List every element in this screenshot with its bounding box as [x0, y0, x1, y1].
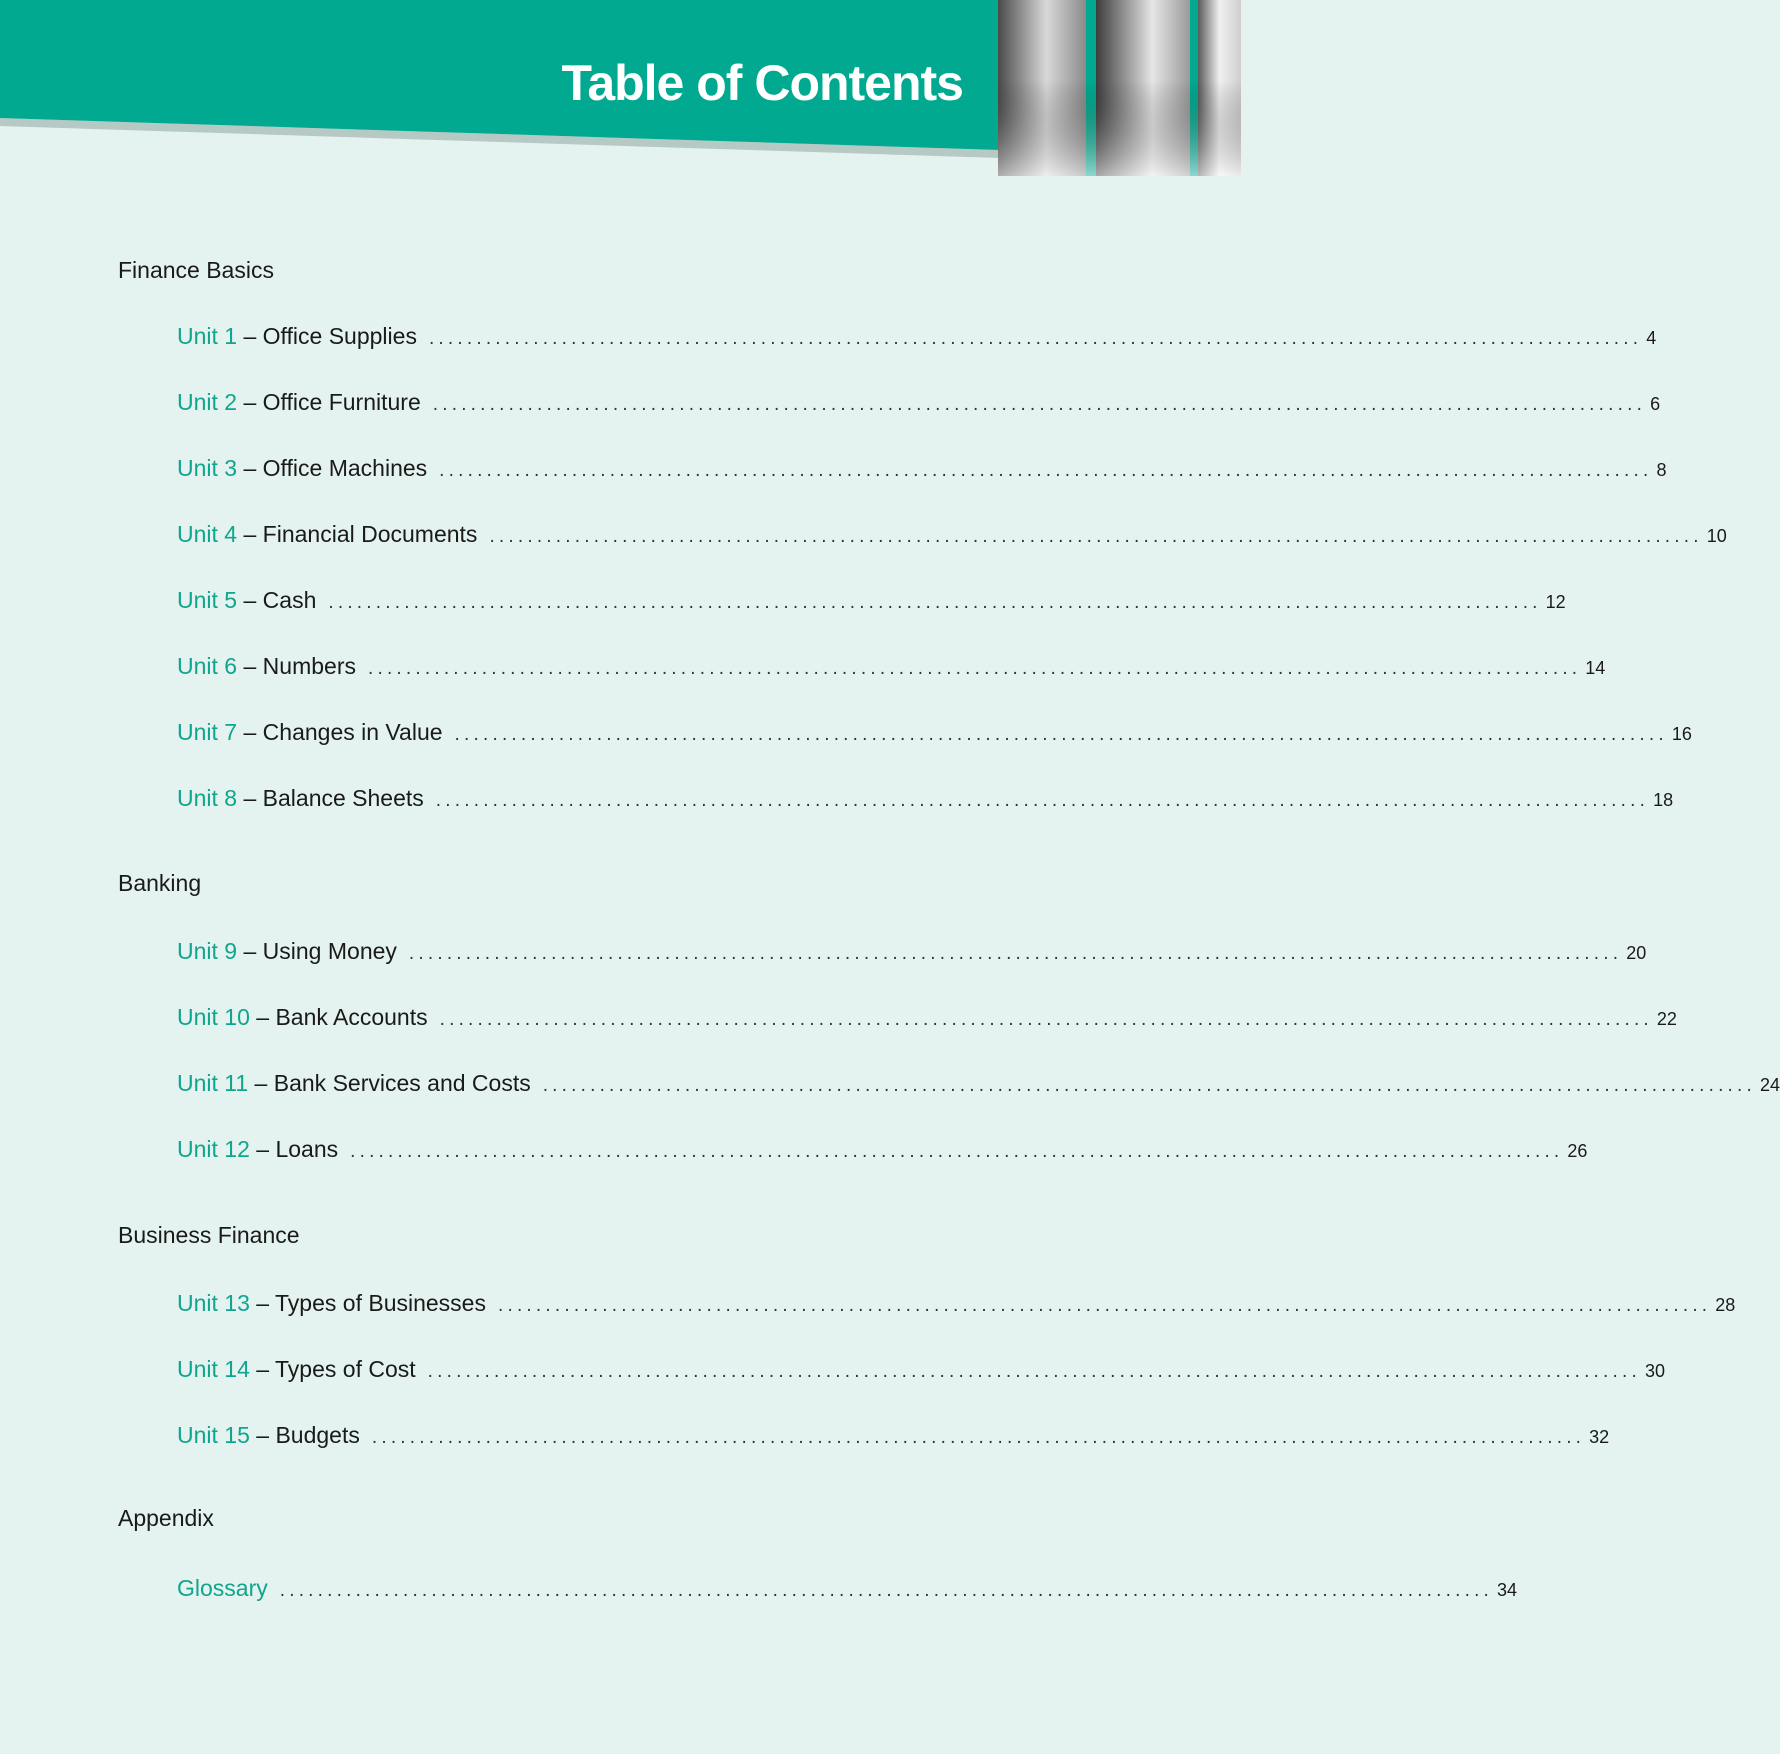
- unit-title: Bank Accounts: [275, 1004, 428, 1030]
- dot-leader: ................................................................................................................................: [497, 1295, 1712, 1316]
- dash: –: [237, 587, 263, 613]
- dot-leader: ................................................................................................................................: [408, 943, 1623, 964]
- entry-label: [177, 523, 477, 546]
- page-number: 4: [1646, 328, 1657, 348]
- dash: –: [237, 521, 263, 547]
- page-number: 34: [1497, 1580, 1518, 1600]
- entry-label: [177, 940, 397, 963]
- entry-label: [177, 721, 443, 744]
- unit-title: Bank Services and Costs: [273, 1070, 531, 1096]
- unit-number: Unit 3: [177, 455, 238, 481]
- dot-leader: ................................................................................................................................: [542, 1075, 1756, 1096]
- dash: –: [237, 938, 263, 964]
- unit-number: Unit 12: [177, 1136, 250, 1162]
- toc-entry-unit-13[interactable]: [177, 1290, 1736, 1316]
- entry-label: [177, 1424, 360, 1447]
- dash: –: [237, 389, 263, 415]
- toc-entry-unit-10[interactable]: [177, 1004, 1677, 1030]
- unit-title: Financial Documents: [262, 521, 478, 547]
- entry-label: [177, 1292, 486, 1315]
- toc-entry-unit-11[interactable]: [177, 1070, 1780, 1096]
- unit-title: Cash: [262, 587, 317, 613]
- dot-leader: ................................................................................................................................: [371, 1427, 1586, 1448]
- dash: –: [237, 323, 263, 349]
- unit-title: Changes in Value: [262, 719, 443, 745]
- unit-title: Loans: [275, 1136, 339, 1162]
- dot-leader: ................................................................................................................................: [279, 1580, 1494, 1601]
- page-number: 14: [1585, 658, 1606, 678]
- unit-title: Office Machines: [262, 455, 428, 481]
- entry-label: [177, 325, 417, 348]
- unit-number: Unit 4: [177, 521, 238, 547]
- page-number: 6: [1650, 394, 1661, 414]
- unit-number: Unit 15: [177, 1422, 250, 1448]
- entry-label: [177, 589, 316, 612]
- dash: –: [249, 1136, 276, 1162]
- toc-entry-unit-5[interactable]: [177, 587, 1566, 613]
- unit-number: Glossary: [177, 1575, 268, 1601]
- unit-title: Numbers: [262, 653, 356, 679]
- dot-leader: ................................................................................................................................: [454, 724, 1668, 745]
- page-number: 12: [1545, 592, 1566, 612]
- dash: –: [237, 653, 263, 679]
- dash: –: [248, 1070, 274, 1096]
- dot-leader: ................................................................................................................................: [432, 394, 1647, 415]
- dot-leader: ................................................................................................................................: [489, 526, 1703, 547]
- header-banner: [0, 0, 1241, 180]
- page-number: 16: [1671, 724, 1692, 744]
- unit-number: Unit 6: [177, 653, 238, 679]
- dash: –: [249, 1290, 276, 1316]
- unit-number: Unit 13: [177, 1290, 250, 1316]
- page-number: 32: [1589, 1427, 1610, 1447]
- toc-entry-unit-7[interactable]: [177, 719, 1692, 745]
- page-number: 30: [1644, 1361, 1665, 1381]
- entry-label: [177, 1138, 338, 1161]
- page-number: 22: [1656, 1009, 1677, 1029]
- dash: –: [237, 719, 263, 745]
- unit-number: Unit 7: [177, 719, 238, 745]
- page-number: 28: [1715, 1295, 1736, 1315]
- page-number: 18: [1653, 790, 1674, 810]
- page-number: 10: [1706, 526, 1727, 546]
- entry-label: [177, 655, 356, 678]
- page-number: 20: [1626, 943, 1647, 963]
- page-number: 26: [1567, 1141, 1588, 1161]
- unit-number: Unit 5: [177, 587, 238, 613]
- entry-label: [177, 1072, 531, 1095]
- unit-number: Unit 14: [177, 1356, 250, 1382]
- page-number: 24: [1760, 1075, 1780, 1095]
- entry-label: [177, 1006, 428, 1029]
- unit-number: Unit 8: [177, 785, 238, 811]
- section-title-banking: Banking: [118, 870, 202, 896]
- entry-label: [177, 1358, 416, 1381]
- dash: –: [249, 1004, 276, 1030]
- unit-number: Unit 9: [177, 938, 238, 964]
- toc-entry-unit-15[interactable]: [177, 1422, 1610, 1448]
- section-title-appendix: Appendix: [118, 1505, 214, 1531]
- dash: –: [249, 1422, 276, 1448]
- unit-title: Types of Businesses: [275, 1290, 486, 1316]
- unit-title: Office Furniture: [262, 389, 421, 415]
- dot-leader: ................................................................................................................................: [439, 1009, 1653, 1030]
- unit-number: Unit 2: [177, 389, 238, 415]
- dot-leader: ................................................................................................................................: [328, 592, 1542, 613]
- unit-number: Unit 1: [177, 323, 238, 349]
- toc-entry-unit-8[interactable]: [177, 785, 1674, 811]
- dash: –: [237, 785, 263, 811]
- dot-leader: ................................................................................................................................: [350, 1141, 1564, 1162]
- section-title-business-finance: Business Finance: [118, 1222, 300, 1248]
- entry-label: [177, 391, 421, 414]
- unit-title: Balance Sheets: [262, 785, 424, 811]
- dot-leader: ................................................................................................................................: [428, 328, 1643, 349]
- unit-number: Unit 11: [177, 1070, 249, 1096]
- toc-entry-unit-2[interactable]: [177, 389, 1661, 415]
- entry-label: [177, 1577, 268, 1600]
- dot-leader: ................................................................................................................................: [439, 460, 1653, 481]
- toc-entry-unit-4[interactable]: [177, 521, 1727, 547]
- toc-entry-glossary[interactable]: [177, 1575, 1518, 1601]
- toc-entry-unit-3[interactable]: [177, 455, 1667, 481]
- unit-number: Unit 10: [177, 1004, 250, 1030]
- section-title-finance-basics: Finance Basics: [118, 257, 274, 283]
- dot-leader: ................................................................................................................................: [367, 658, 1582, 679]
- dash: –: [249, 1356, 276, 1382]
- toc-entry-unit-1[interactable]: [177, 323, 1657, 349]
- dot-leader: ................................................................................................................................: [427, 1361, 1641, 1382]
- toc-entry-unit-12[interactable]: [177, 1136, 1588, 1162]
- decor-fade: [998, 80, 1241, 176]
- unit-title: Office Supplies: [262, 323, 417, 349]
- page-number: 8: [1656, 460, 1667, 480]
- toc-entry-unit-14[interactable]: [177, 1356, 1665, 1382]
- toc-entry-unit-6[interactable]: [177, 653, 1606, 679]
- dot-leader: ................................................................................................................................: [435, 790, 1650, 811]
- dash: –: [237, 455, 263, 481]
- entry-label: [177, 457, 427, 480]
- unit-title: Budgets: [275, 1422, 360, 1448]
- toc-entry-unit-9[interactable]: [177, 938, 1647, 964]
- entry-label: [177, 787, 424, 810]
- unit-title: Types of Cost: [275, 1356, 416, 1382]
- unit-title: Using Money: [262, 938, 397, 964]
- page-title: Table of Contents: [561, 55, 963, 111]
